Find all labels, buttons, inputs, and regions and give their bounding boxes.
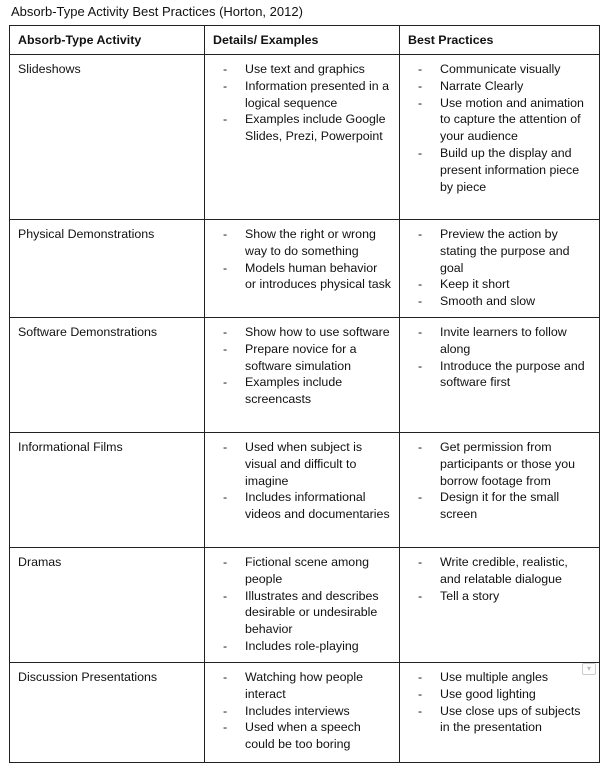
details-list xyxy=(205,439,391,523)
practices-cell xyxy=(400,433,600,548)
details-cell xyxy=(205,318,400,433)
practices-cell xyxy=(400,220,600,318)
list-item: - Use multiple angles xyxy=(400,669,591,686)
list-item: - Fictional scene among people xyxy=(205,554,391,588)
list-item: - Prepare novice for a software simulation xyxy=(205,341,391,375)
list-item: - Used when subject is visual and difficult to imagine xyxy=(205,439,391,489)
practices-cell xyxy=(400,318,600,433)
activity-cell: Dramas xyxy=(10,548,205,663)
activity-cell: Discussion Presentations xyxy=(10,663,205,763)
practices-list xyxy=(400,324,591,391)
table-row xyxy=(10,548,600,663)
list-item: - Show the right or wrong way to do something xyxy=(205,226,391,260)
practices-cell xyxy=(400,548,600,663)
list-item: - Information presented in a logical sequence xyxy=(205,78,391,112)
list-item: - Design it for the small screen xyxy=(400,489,591,523)
list-item: - Includes informational videos and documentaries xyxy=(205,489,391,523)
list-item: - Invite learners to follow along xyxy=(400,324,591,358)
list-item: - Watching how people interact xyxy=(205,669,391,703)
header-details: Details/ Examples xyxy=(205,26,400,55)
header-activity: Absorb-Type Activity xyxy=(10,26,205,55)
list-item: - Models human behavior or introduces physical task xyxy=(205,260,391,294)
list-item: - Illustrates and describes desirable or undesirable behavior xyxy=(205,588,391,638)
header-practices: Best Practices xyxy=(400,26,600,55)
list-item: - Examples include screencasts xyxy=(205,374,391,408)
practices-list xyxy=(400,439,591,523)
details-list xyxy=(205,669,391,753)
paste-options-icon[interactable]: ▾ xyxy=(582,663,596,675)
activity-cell: Informational Films xyxy=(10,433,205,548)
details-cell xyxy=(205,663,400,763)
list-item: - Use motion and animation to capture the attention of your audience xyxy=(400,95,591,145)
details-list xyxy=(205,226,391,293)
practices-list xyxy=(400,226,591,310)
list-item: - Communicate visually xyxy=(400,61,591,78)
practices-list xyxy=(400,669,591,736)
list-item: - Use good lighting xyxy=(400,686,591,703)
details-list xyxy=(205,324,391,408)
list-item: - Show how to use software xyxy=(205,324,391,341)
table-row xyxy=(10,433,600,548)
table-row xyxy=(10,220,600,318)
list-item: - Includes interviews xyxy=(205,703,391,720)
list-item: - Write credible, realistic, and relatable dialogue xyxy=(400,554,591,588)
table-row xyxy=(10,318,600,433)
table-row xyxy=(10,55,600,220)
list-item: - Build up the display and present information piece by piece xyxy=(400,145,591,195)
list-item: - Smooth and slow xyxy=(400,293,591,310)
details-cell xyxy=(205,220,400,318)
details-cell xyxy=(205,55,400,220)
list-item: - Preview the action by stating the purpose and goal xyxy=(400,226,591,276)
practices-cell xyxy=(400,55,600,220)
activity-cell: Software Demonstrations xyxy=(10,318,205,433)
list-item: - Use text and graphics xyxy=(205,61,391,78)
details-cell xyxy=(205,433,400,548)
practices-list xyxy=(400,554,591,604)
table-caption: Absorb-Type Activity Best Practices (Horton, 2012) xyxy=(11,4,303,19)
list-item: - Tell a story xyxy=(400,588,591,605)
list-item: - Get permission from participants or those you borrow footage from xyxy=(400,439,591,489)
activity-cell: Slideshows xyxy=(10,55,205,220)
activity-cell: Physical Demonstrations xyxy=(10,220,205,318)
practices-cell xyxy=(400,663,600,763)
practices-list xyxy=(400,61,591,195)
table-row xyxy=(10,663,600,763)
details-list xyxy=(205,61,391,145)
list-item: - Includes role-playing xyxy=(205,638,391,655)
details-cell xyxy=(205,548,400,663)
list-item: - Used when a speech could be too boring xyxy=(205,719,391,753)
best-practices-table xyxy=(9,25,600,763)
list-item: - Use close ups of subjects in the presentation xyxy=(400,703,591,737)
details-list xyxy=(205,554,391,655)
list-item: - Narrate Clearly xyxy=(400,78,591,95)
list-item: - Keep it short xyxy=(400,276,591,293)
list-item: - Examples include Google Slides, Prezi, Powerpoint xyxy=(205,111,391,145)
list-item: - Introduce the purpose and software first xyxy=(400,358,591,392)
header-row xyxy=(10,26,600,55)
